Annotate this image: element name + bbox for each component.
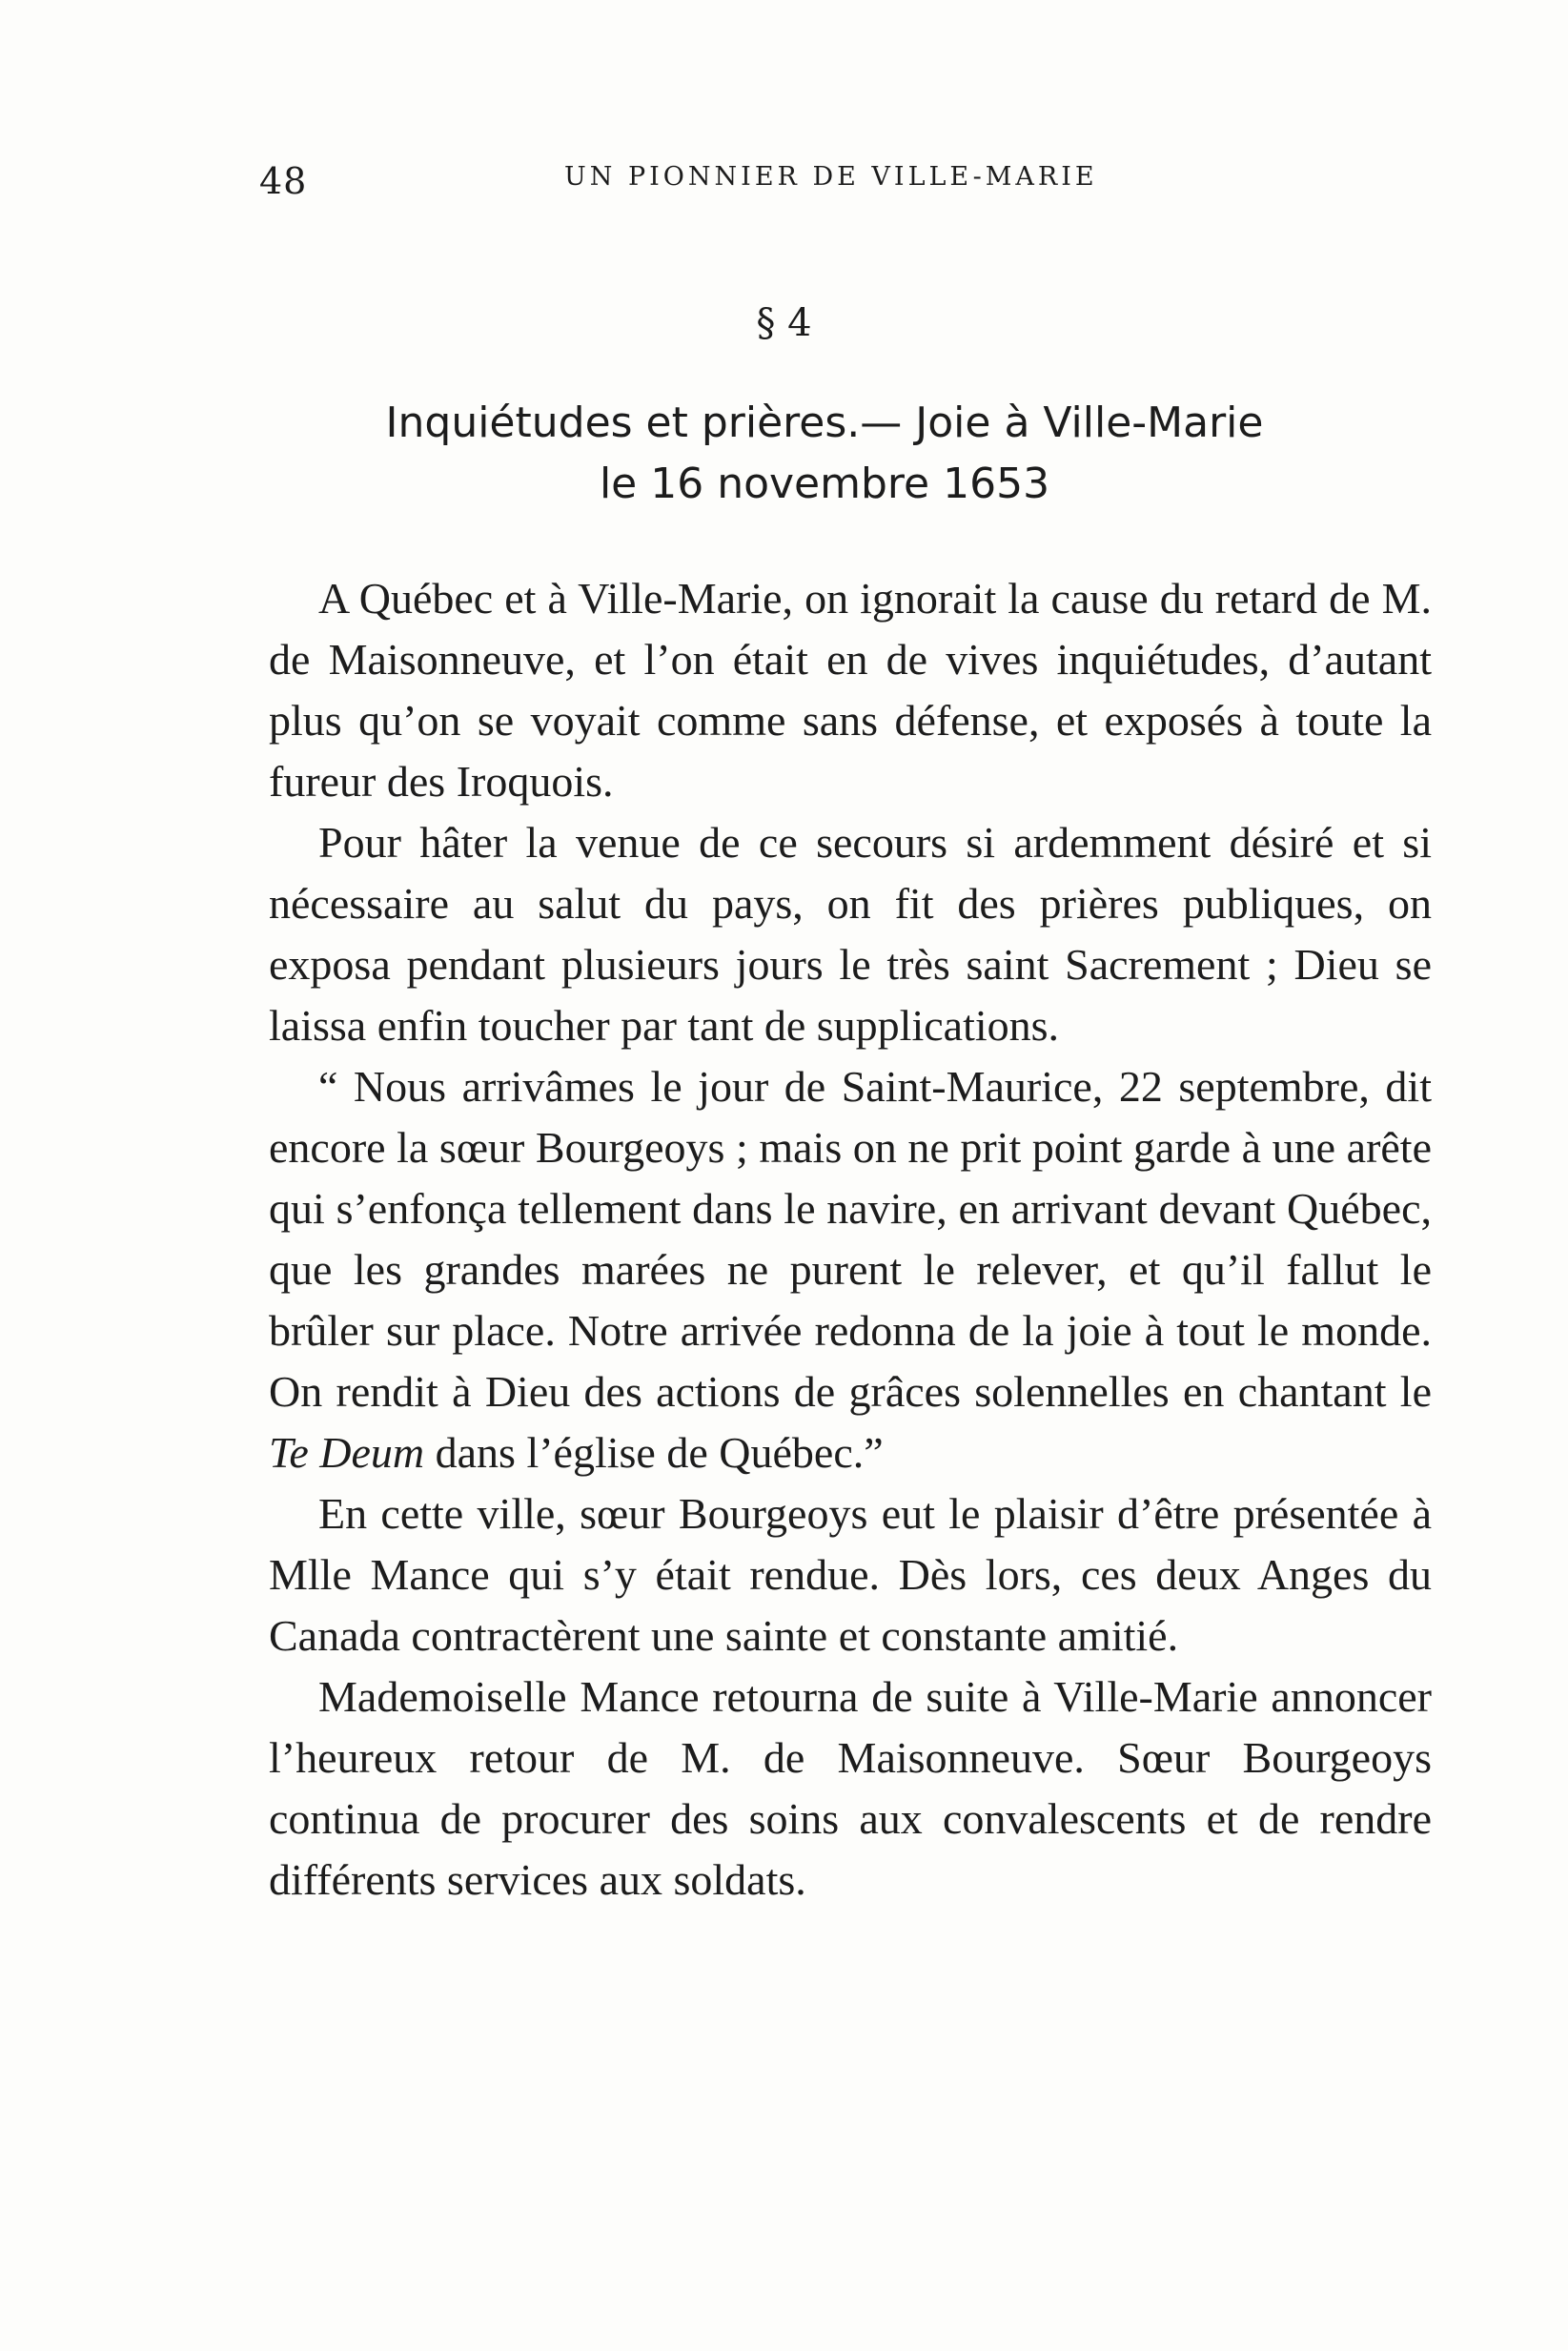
paragraph-2: Pour hâter la venue de ce secours si ardemment désiré et si nécessaire au salut du pays, on fit des prières publiques, on exposa pendant plusieurs jours le très saint Sacrement ; Dieu se laissa enfin toucher par tant de supplications. <box>269 818 1432 1050</box>
body-text <box>269 568 1432 1911</box>
section-title-line-2: le 16 novembre 1653 <box>599 460 1050 508</box>
section-mark: § 4 <box>756 301 812 345</box>
section-title <box>286 393 1363 515</box>
page-number: 48 <box>259 160 308 202</box>
paragraph-3-end: dans l’église de Québec.” <box>424 1428 884 1477</box>
paragraph-1: A Québec et à Ville-Marie, on ignorait la cause du retard de M. de Maisonneuve, et l’on était en de vives inquiétudes, d’autant plus qu’on se voyait comme sans défense, et exposés à toute la fureur des Iroquois. <box>269 574 1432 806</box>
running-head <box>259 153 1212 210</box>
paragraph-4: En cette ville, sœur Bourgeoys eut le plaisir d’être présentée à Mlle Mance qui s’y était rendue. Dès lors, ces deux Anges du Canada contractèrent une sainte et constante amitié. <box>269 1489 1432 1660</box>
paragraph-3 <box>269 1056 1432 1483</box>
section-title-line-1: Inquiétudes et prières.— Joie à Ville-Marie <box>385 399 1264 447</box>
te-deum-italic: Te Deum <box>269 1428 425 1477</box>
paragraph-5: Mademoiselle Mance retourna de suite à Ville-Marie annoncer l’heureux retour de M. de Maisonneuve. Sœur Bourgeoys continua de procurer des soins aux convalescents et de rendre différents services aux soldats. <box>269 1672 1432 1904</box>
paragraph-3-start: “ Nous arrivâmes le jour de Saint-Maurice, 22 septembre, dit encore la sœur Bourgeoys ; mais on ne prit point garde à une arête qui s’enfonça tellement dans le navire, en arrivant devant Québec, que les grandes marées ne purent le relever, et qu’il fallut le brûler sur place. Notre arrivée redonna de la joie à tout le monde. On rendit à Dieu des actions de grâces solennelles en chantant le <box>269 1062 1432 1416</box>
running-title: UN PIONNIER DE VILLE-MARIE <box>564 162 1098 192</box>
